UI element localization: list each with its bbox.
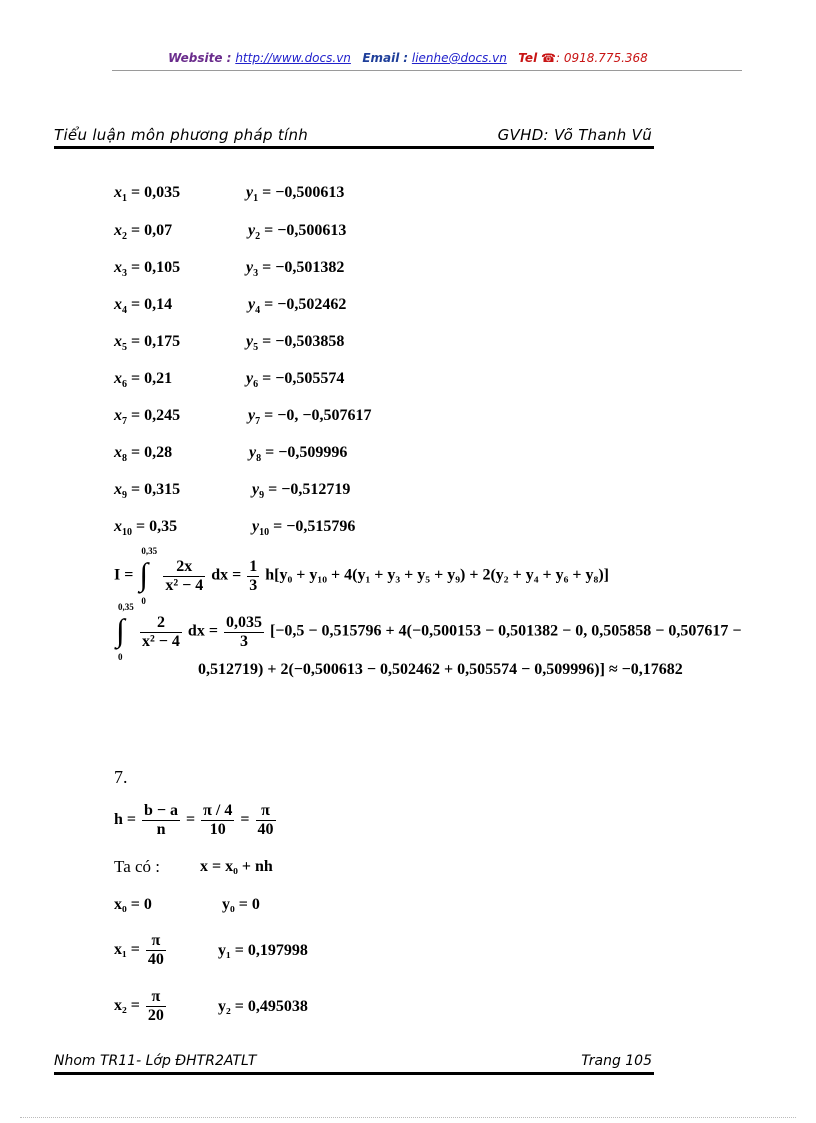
y0-value: y₀ = 0 bbox=[222, 896, 260, 913]
x1-formula bbox=[114, 932, 168, 969]
x-value: $x_5 = 0,175$ bbox=[114, 333, 181, 354]
coef-numerator: 1 bbox=[249, 557, 258, 575]
evaluation-formula bbox=[114, 602, 742, 662]
y-number: = −0,502462 bbox=[264, 296, 347, 313]
y-number: = −0,501382 bbox=[262, 259, 345, 276]
y-value: $y_6 = -0,505574$ bbox=[246, 370, 345, 391]
x-subscript: 10 bbox=[122, 527, 132, 539]
f3-numerator: π bbox=[256, 802, 276, 821]
lower-limit: 0 bbox=[118, 652, 123, 662]
integrand-fraction bbox=[140, 614, 182, 651]
coef-denominator: 3 bbox=[239, 632, 248, 650]
website-header bbox=[0, 51, 816, 65]
header-divider bbox=[112, 70, 742, 71]
x-subscript: 3 bbox=[122, 268, 127, 280]
x-value: $x_{10} = 0,35$ bbox=[114, 518, 178, 539]
x-subscript: 6 bbox=[122, 379, 127, 391]
x2-numerator: π bbox=[146, 988, 166, 1007]
y1-value: y₁ = 0,197998 bbox=[218, 942, 308, 959]
y-number: = −0,509996 bbox=[265, 444, 348, 461]
x-formula: x = x₀ + nh bbox=[200, 858, 273, 875]
x-number: = 0,35 bbox=[136, 518, 178, 535]
y-subscript: 2 bbox=[255, 231, 261, 243]
x-subscript: 9 bbox=[122, 490, 127, 502]
y-value: $y_2 = -0,500613$ bbox=[248, 222, 347, 243]
y-number: = −0,505574 bbox=[262, 370, 345, 387]
x-number: = 0,035 bbox=[131, 184, 181, 201]
y-subscript: 5 bbox=[253, 342, 259, 354]
f2-numerator: π / 4 bbox=[203, 802, 233, 819]
upper-limit: 0,35 bbox=[141, 546, 158, 556]
coefficient-fraction bbox=[247, 558, 259, 595]
phone-icon: ☎ bbox=[541, 51, 556, 65]
integrand-denominator: x² − 4 bbox=[142, 632, 180, 650]
instructor-name: GVHD: Võ Thanh Vũ bbox=[497, 126, 652, 144]
y-subscript: 1 bbox=[253, 193, 259, 205]
evaluation-line-2: 0,512719) + 2(−0,500613 − 0,502462 + 0,505574 − 0,509996)] ≈ −0,17682 bbox=[198, 661, 683, 678]
x-value: $x_8 = 0,28$ bbox=[114, 444, 173, 465]
integral-sign: 0,35 ∫ 0 bbox=[139, 546, 158, 606]
y-value: $y_3 = -0,501382$ bbox=[246, 259, 345, 280]
x-subscript: 7 bbox=[122, 416, 127, 428]
x1-denominator: 40 bbox=[147, 951, 164, 968]
equals-sign: = bbox=[240, 811, 250, 829]
integrand-denominator: x² − 4 bbox=[165, 576, 204, 594]
coef-numerator: 0,035 bbox=[225, 613, 262, 631]
document-title: Tiểu luận môn phương pháp tính bbox=[54, 126, 309, 144]
dx-term: dx = bbox=[187, 622, 218, 640]
y-value: $y_8 = -0,509996$ bbox=[249, 444, 348, 465]
x-number: = 0,105 bbox=[131, 259, 181, 276]
y-subscript: 6 bbox=[253, 379, 259, 391]
phone-number: : 0918.775.368 bbox=[555, 51, 648, 65]
x-number: = 0,28 bbox=[131, 444, 173, 461]
y-value: $y_{10} = -0,515796$ bbox=[252, 518, 356, 539]
x1-fraction bbox=[146, 932, 166, 969]
y-number: = −0,500613 bbox=[264, 222, 347, 239]
y-subscript: 7 bbox=[255, 416, 261, 428]
ta-co-label: Ta có : bbox=[114, 857, 161, 876]
document-header bbox=[54, 126, 654, 148]
x-subscript: 4 bbox=[122, 305, 127, 317]
y-value: $y_4 = -0,502462$ bbox=[248, 296, 347, 317]
h-lhs: h = bbox=[114, 811, 137, 829]
fraction-b-minus-a bbox=[142, 802, 180, 839]
y-number: = −0,515796 bbox=[273, 518, 356, 535]
website-link[interactable]: http://www.docs.vn bbox=[235, 51, 351, 65]
fraction-pi-over-4 bbox=[201, 802, 234, 839]
y2-value: y₂ = 0,495038 bbox=[218, 998, 308, 1015]
footer-rule bbox=[54, 1072, 654, 1075]
fraction-pi-over-40 bbox=[256, 802, 276, 839]
x-value: $x_4 = 0,14$ bbox=[114, 296, 173, 317]
y-subscript: 8 bbox=[256, 453, 262, 465]
x2-formula bbox=[114, 988, 168, 1025]
dx-term: dx = bbox=[211, 566, 242, 584]
step-formula bbox=[114, 802, 278, 839]
y-value: $y_5 = -0,503858$ bbox=[246, 333, 345, 354]
x-value: $x_2 = 0,07$ bbox=[114, 222, 173, 243]
email-label: Email bbox=[362, 51, 400, 65]
x-subscript: 1 bbox=[122, 193, 127, 205]
f2-denominator: 10 bbox=[209, 821, 226, 838]
integrand-fraction bbox=[163, 558, 205, 595]
integrand-numerator: 2x bbox=[163, 558, 205, 577]
x-number: = 0,315 bbox=[131, 481, 181, 498]
group-label: Nhom TR11- Lớp ĐHTR2ATLT bbox=[54, 1053, 257, 1069]
y-subscript: 10 bbox=[259, 527, 270, 539]
x-number: = 0,175 bbox=[131, 333, 181, 350]
page-bottom-dots bbox=[20, 1117, 796, 1118]
x-subscript: 8 bbox=[122, 453, 127, 465]
x-number: = 0,21 bbox=[131, 370, 173, 387]
integral-lhs: I = bbox=[114, 566, 134, 584]
x2-lhs: x₂ = bbox=[114, 997, 140, 1015]
x-value: $x_9 = 0,315$ bbox=[114, 481, 181, 502]
y-number: = −0,512719 bbox=[268, 481, 351, 498]
f1-numerator: b − a bbox=[144, 802, 179, 819]
document-header-rule bbox=[54, 146, 654, 149]
x-value: $x_6 = 0,21$ bbox=[114, 370, 173, 391]
coef-denominator: 3 bbox=[249, 576, 258, 594]
y-value: $y_9 = -0,512719$ bbox=[252, 481, 351, 502]
section-number: 7. bbox=[114, 767, 128, 787]
tel-label: Tel bbox=[518, 51, 538, 65]
x1-numerator: π bbox=[146, 932, 166, 951]
email-link[interactable]: lienhe@docs.vn bbox=[411, 51, 507, 65]
simpson-rhs: h[y₀ + y₁₀ + 4(y₁ + y₃ + y₅ + y₉) + 2(y₂ + y₄ + y₆ + y₈)] bbox=[265, 566, 609, 584]
x2-fraction bbox=[146, 988, 166, 1025]
coefficient-fraction bbox=[224, 614, 264, 651]
simpson-formula bbox=[114, 546, 609, 606]
y-value: $y_1 = -0,500613$ bbox=[246, 184, 345, 205]
lower-limit: 0 bbox=[141, 596, 146, 606]
email-separator: : bbox=[403, 51, 409, 65]
x2-denominator: 20 bbox=[147, 1007, 164, 1024]
x-number: = 0,14 bbox=[131, 296, 173, 313]
evaluation-line-1: [−0,5 − 0,515796 + 4(−0,500153 − 0,501382 − 0, 0,505858 − 0,507617 − bbox=[269, 622, 742, 640]
x-value: $x_1 = 0,035$ bbox=[114, 184, 181, 205]
integral-sign: 0,35 ∫ 0 bbox=[116, 602, 134, 662]
y-number: = −0,503858 bbox=[262, 333, 345, 350]
x-subscript: 2 bbox=[122, 231, 127, 243]
integrand-numerator: 2 bbox=[140, 614, 182, 633]
x-subscript: 5 bbox=[122, 342, 127, 354]
page-number: Trang 105 bbox=[581, 1053, 652, 1069]
y-subscript: 3 bbox=[253, 268, 259, 280]
website-label: Website : bbox=[168, 51, 232, 65]
x-number: = 0,07 bbox=[131, 222, 173, 239]
y-number: = −0, −0,507617 bbox=[264, 407, 372, 424]
equals-sign: = bbox=[186, 811, 196, 829]
f1-denominator: n bbox=[156, 821, 166, 838]
x-value: $x_3 = 0,105$ bbox=[114, 259, 181, 280]
x1-lhs: x₁ = bbox=[114, 941, 140, 959]
upper-limit: 0,35 bbox=[118, 602, 134, 612]
y-subscript: 9 bbox=[259, 490, 265, 502]
x-number: = 0,245 bbox=[131, 407, 181, 424]
x0-value: x₀ = 0 bbox=[114, 896, 152, 913]
y-value: $y_7 = -0$, −0,507617 bbox=[248, 407, 372, 428]
f3-denominator: 40 bbox=[257, 821, 274, 838]
y-subscript: 4 bbox=[255, 305, 261, 317]
x-value: $x_7 = 0,245$ bbox=[114, 407, 181, 428]
y-number: = −0,500613 bbox=[262, 184, 345, 201]
